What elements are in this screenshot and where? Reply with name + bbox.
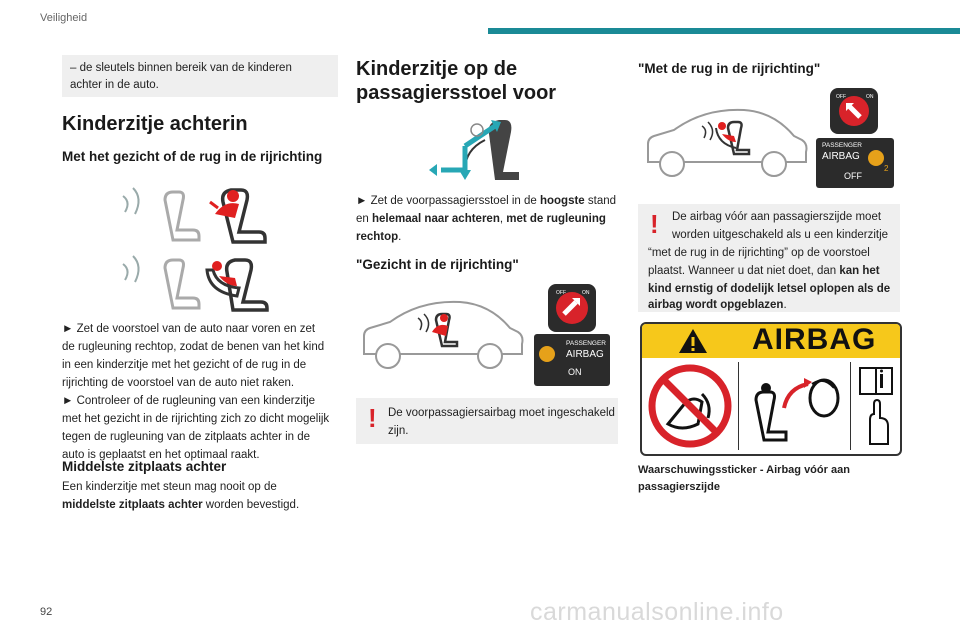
svg-text:OFF: OFF bbox=[836, 94, 846, 100]
warning-line6 bbox=[648, 296, 787, 314]
sticker-divider bbox=[850, 362, 851, 450]
front-seat-title-line2: passagiersstoel voor bbox=[356, 82, 557, 104]
sticker-divider bbox=[738, 362, 739, 450]
front-instr-bold: helemaal naar achteren bbox=[372, 213, 500, 225]
warning-bold: kan het bbox=[839, 265, 880, 277]
middle-seat-line2 bbox=[62, 496, 299, 514]
read-manual-icon bbox=[856, 366, 896, 448]
rear-seat-subtitle: Met het gezicht of de rug in de rijrichting bbox=[62, 149, 323, 164]
airbag-off-warning-box bbox=[638, 204, 900, 312]
front-instr-text: ► Zet de voorpassagiersstoel in de bbox=[356, 195, 540, 207]
front-instr-text: . bbox=[398, 231, 402, 243]
para1-line-5: ► Controleer of de rugleuning van een kinderzitje bbox=[62, 395, 316, 407]
warning-text: . bbox=[783, 299, 787, 311]
panel-passenger-label: PASSENGER bbox=[566, 340, 606, 347]
car-forward-facing-illustration bbox=[358, 296, 526, 376]
warning-bold: airbag wordt opgeblazen bbox=[648, 299, 784, 311]
sticker-caption-line2: passagierszijde bbox=[638, 481, 720, 493]
para1-line-6: met het gezicht in de rijrichting zich zo dicht mogelijk bbox=[62, 413, 330, 425]
airbag-warning-icon bbox=[539, 346, 555, 362]
warning-triangle-icon bbox=[678, 328, 708, 354]
panel-airbag-label: AIRBAG bbox=[566, 349, 604, 360]
forward-facing-seat-illustration bbox=[115, 178, 275, 248]
middle-seat-bold: middelste zitplaats achter bbox=[62, 499, 203, 511]
para1-line-8: auto is geplaatst en het optimaal raakt. bbox=[62, 449, 260, 461]
passenger-airbag-off-panel bbox=[816, 138, 894, 188]
passenger-airbag-on-panel bbox=[534, 334, 610, 386]
warning-line2: zijn. bbox=[388, 425, 409, 437]
sticker-body bbox=[642, 358, 900, 454]
warning-line2: worden uitgeschakeld als u een kinderzitje bbox=[672, 229, 889, 241]
airbag-switch-on-icon bbox=[548, 284, 596, 332]
warning-line3: “met de rug in de rijrichting” op de voorstoel bbox=[648, 247, 870, 259]
section-label: Veiligheid bbox=[40, 12, 88, 24]
para1-line-1: ► Zet de voorstoel van de auto naar voren en zet bbox=[62, 323, 316, 335]
key-note-box bbox=[62, 55, 338, 97]
para1-line-2: de rugleuning rechtop, zodat de benen van het kind bbox=[62, 341, 325, 353]
para1-line-3: in een kinderzitje met het gezicht of de rug in de bbox=[62, 359, 307, 371]
front-instr-line1 bbox=[356, 192, 616, 210]
airbag-deploy-icon bbox=[744, 368, 844, 446]
airbag-warning-sticker bbox=[640, 322, 902, 456]
warning-exclamation-icon: ! bbox=[368, 403, 377, 433]
front-instr-line2 bbox=[356, 210, 606, 228]
front-instr-line3 bbox=[356, 228, 401, 246]
airbag-switch-off-icon bbox=[830, 88, 878, 134]
svg-text:ON: ON bbox=[582, 290, 590, 296]
front-instr-text: en bbox=[356, 213, 372, 225]
warning-text: plaatst. Wanneer u dat niet doet, dan bbox=[648, 265, 840, 277]
panel-number-label: 2 bbox=[884, 164, 889, 173]
front-instr-bold: met de rugleuning bbox=[506, 213, 606, 225]
sticker-title: AIRBAG bbox=[752, 323, 877, 356]
panel-passenger-label: PASSENGER bbox=[822, 142, 862, 149]
warning-exclamation-icon: ! bbox=[650, 209, 659, 239]
panel-state-label: OFF bbox=[844, 171, 862, 181]
watermark: carmanualsonline.info bbox=[530, 598, 784, 626]
rear-facing-subtitle: "Met de rug in de rijrichting" bbox=[638, 61, 821, 76]
warning-line1: De voorpassagiersairbag moet ingeschakeld bbox=[388, 407, 615, 419]
front-seat-title-line1: Kinderzitje op de bbox=[356, 58, 518, 80]
header-accent-bar bbox=[488, 28, 960, 34]
front-instr-bold: hoogste bbox=[539, 195, 585, 207]
seat-adjust-illustration bbox=[425, 110, 525, 186]
svg-text:OFF: OFF bbox=[556, 290, 566, 296]
page-number: 92 bbox=[40, 606, 53, 618]
svg-text:ON: ON bbox=[866, 94, 874, 100]
warning-line4 bbox=[648, 262, 880, 280]
warning-line1: De airbag vóór aan passagierszijde moet bbox=[672, 211, 882, 223]
panel-state-label: ON bbox=[568, 367, 582, 377]
key-note-line2: achter in de auto. bbox=[70, 79, 159, 91]
rear-seat-title: Kinderzitje achterin bbox=[62, 113, 248, 135]
forward-facing-subtitle: "Gezicht in de rijrichting" bbox=[356, 257, 519, 272]
rear-facing-seat-illustration bbox=[115, 250, 275, 312]
para1-line-7: tegen de rugleuning van de zitplaats achter in de bbox=[62, 431, 311, 443]
airbag-off-warning-icon bbox=[868, 150, 884, 166]
sticker-caption-line1: Waarschuwingssticker - Airbag vóór aan bbox=[638, 464, 850, 476]
para1-line-4: rijrichting de voorstoel van de auto niet raken. bbox=[62, 377, 295, 389]
car-rear-facing-illustration bbox=[642, 104, 810, 184]
key-note-line1: – de sleutels binnen bereik van de kinderen bbox=[70, 62, 292, 74]
sticker-header bbox=[642, 324, 900, 358]
middle-seat-rest: worden bevestigd. bbox=[202, 499, 300, 511]
front-instr-bold: rechtop bbox=[356, 231, 399, 243]
middle-seat-line1: Een kinderzitje met steun mag nooit op de bbox=[62, 481, 277, 493]
front-instr-text: stand bbox=[584, 195, 617, 207]
warning-line5: kind ernstig of dodelijk letsel oplopen als de bbox=[648, 283, 891, 295]
front-instr-text: , bbox=[499, 213, 507, 225]
panel-airbag-label: AIRBAG bbox=[822, 151, 860, 162]
airbag-on-warning-box bbox=[356, 398, 618, 444]
middle-seat-title: Middelste zitplaats achter bbox=[62, 459, 227, 474]
no-rear-facing-seat-icon bbox=[646, 364, 734, 448]
